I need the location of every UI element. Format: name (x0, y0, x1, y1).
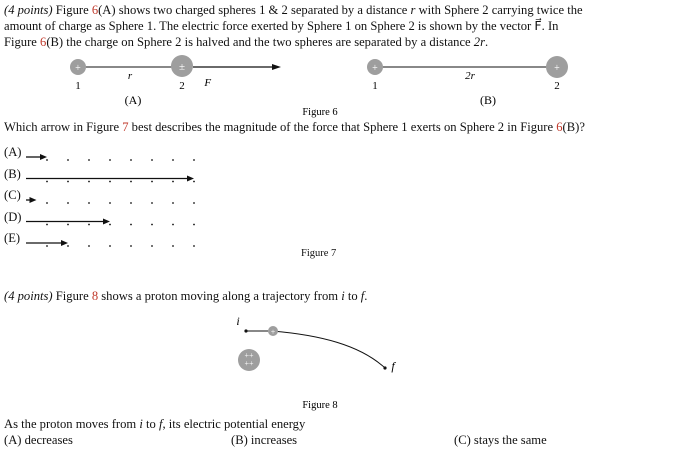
fig6a-force-label: F⃗ (204, 77, 220, 89)
fig7-option-e-label[interactable]: (E) (4, 231, 21, 245)
q1-text-e: . In (541, 19, 559, 33)
fig6b-sphere-2-charge: + (554, 63, 560, 74)
q2-text-c: (B)? (562, 120, 585, 134)
q1-text-a: Figure (55, 3, 92, 17)
q1-text-g: (B) the charge on Sphere 2 is halved and the two spheres are separated by a distance (46, 35, 474, 49)
fig7-option-c-label[interactable]: (C) (4, 188, 21, 202)
q3-text-c: to (344, 289, 361, 303)
fig6b-sphere-2-label: 2 (554, 80, 560, 92)
q1-text-f: Figure (4, 35, 41, 49)
fig6a-sphere-1-label: 1 (75, 80, 81, 92)
q1-text-h: . (484, 35, 489, 49)
fig6a-sphere-2-label: 2 (179, 80, 185, 92)
fig6b-sphere-1-label: 1 (372, 80, 378, 92)
q1-vector-f: F⃗ (534, 19, 542, 33)
fig6b-distance-label: 2r (465, 70, 475, 82)
fig7-option-d-label[interactable]: (D) (4, 209, 22, 224)
q2-text-b: best describes the magnitude of the force that Sphere 1 exerts on Sphere 2 in Figure (128, 120, 557, 134)
q3-var-i: i (341, 289, 345, 303)
fig8-fixed-charge-top: ++ (244, 351, 254, 360)
q3-text-b: shows a proton moving along a trajectory from (98, 289, 342, 303)
q2-text-a: Which arrow in Figure (4, 120, 123, 134)
figure-8-ref[interactable]: 8 (91, 289, 99, 303)
q3-text-a: Figure (52, 289, 92, 303)
q1-var-2r: 2r (473, 35, 485, 49)
figure-6-ref-3[interactable]: 6 (556, 120, 563, 134)
q1-text-b: (A) shows two charged spheres 1 & 2 separated by a distance (98, 3, 411, 17)
fig7-option-b-label[interactable]: (B) (4, 166, 21, 181)
figure-6-ref[interactable]: 6 (91, 3, 99, 17)
figure-7-caption: Figure 7 (301, 248, 337, 259)
fig8-start-label: i (236, 314, 240, 328)
fig8-end-label: f (391, 359, 395, 373)
fig6a-sphere-2-charge: ± (178, 61, 186, 73)
choice-decreases[interactable]: (A) decreases (4, 433, 73, 447)
choice-increases[interactable]: (B) increases (231, 433, 298, 447)
figure-6-ref-2[interactable]: 6 (40, 35, 47, 49)
fig8-fixed-charge-bottom: ++ (244, 359, 254, 368)
q3-var-f: f (360, 289, 365, 303)
fig8-start-point (244, 329, 247, 332)
fig8-end-point (383, 366, 386, 369)
fig8-trajectory (246, 331, 385, 368)
choice-stays-the-same[interactable]: (C) stays the same (454, 433, 547, 447)
q1-var-r: r (410, 3, 416, 17)
q4-var-i: i (139, 417, 143, 431)
fig6a-label: (A) (124, 93, 142, 107)
fig6a-distance-label: r (127, 70, 133, 82)
q1-text-c: with Sphere 2 carrying twice the (415, 3, 583, 17)
q4-text-b: to (142, 417, 159, 431)
fig6b-sphere-1-charge: + (372, 63, 378, 74)
q3-points: (4 points) (4, 289, 53, 303)
figure-8-caption: Figure 8 (302, 400, 338, 411)
fig8-proton-charge: + (270, 327, 276, 337)
q4-var-f: f (158, 417, 163, 431)
q4-text-c: , its electric potential energy (162, 417, 306, 431)
question-4-text (4, 417, 305, 432)
figure-7-ref[interactable]: 7 (122, 120, 129, 134)
figure-6-caption: Figure 6 (302, 107, 338, 118)
q4-text-a: As the proton moves from (4, 417, 140, 431)
fig6b-label: (B) (480, 93, 496, 107)
q1-text-d: amount of charge as Sphere 1. The electric force exerted by Sphere 1 on Sphere 2 is shown by the vector (4, 19, 535, 33)
fig6a-sphere-1-charge: + (75, 63, 81, 74)
q3-text-d: . (364, 289, 368, 303)
fig7-option-a-label[interactable]: (A) (4, 145, 22, 159)
q1-points: (4 points) (4, 3, 53, 17)
